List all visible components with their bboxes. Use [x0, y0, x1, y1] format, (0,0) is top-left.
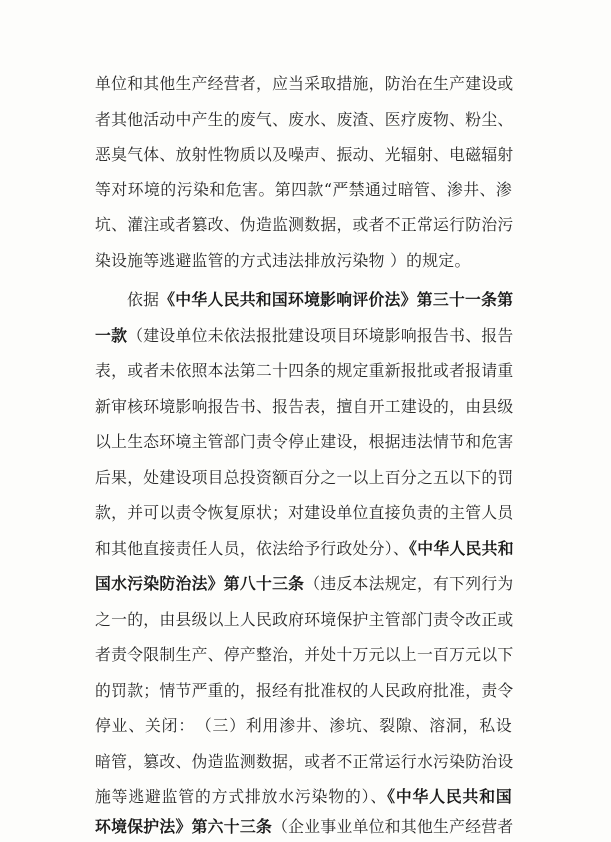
- text-line: 施等逃避监管的方式排放水污染物的）、《中华人民共和国: [95, 787, 512, 806]
- text-line: 新审核环境影响报告书、报告表，擅自开工建设的，由县级: [95, 397, 514, 416]
- text-line: 的罚款；情节严重的，报经有批准权的人民政府批准，责令: [95, 681, 514, 700]
- text-line: 暗管，篡改、伪造监测数据，或者不正常运行水污染防治设: [95, 752, 514, 771]
- text-line: 国水污染防治法》第八十三条（违反本法规定，有下列行为: [95, 574, 514, 593]
- law-citation-bold: 国水污染防治法》第八十三条: [95, 574, 305, 593]
- text-line: 单位和其他生产经营者，应当采取措施，防治在生产建设或: [95, 74, 514, 93]
- text-line: 以上生态环境主管部门责令停止建设，根据违法情节和危害: [95, 432, 514, 451]
- text-line: 停业、关闭： （三）利用渗井、渗坑、裂隙、溶洞，私设: [95, 716, 512, 735]
- text-line: 和其他直接责任人员，依法给予行政处分）、《中华人民共和: [95, 539, 514, 558]
- text-line: 者其他活动中产生的废气、废水、废渣、医疗废物、粉尘、: [95, 110, 514, 129]
- text-line: 坑、灌注或者篡改、伪造监测数据，或者不正常运行防治污: [95, 215, 514, 234]
- law-citation-bold: 一款: [95, 326, 128, 345]
- text-line: 款，并可以责令恢复原状；对建设单位直接负责的主管人员: [95, 503, 514, 522]
- text-line: 环境保护法》第六十三条（企业事业单位和其他生产经营者: [95, 817, 514, 836]
- text-line: 染设施等逃避监管的方式违法排放污染物 ）的规定。: [95, 251, 471, 270]
- law-citation-bold: 环境保护法》第六十三条: [95, 817, 273, 836]
- text-line: 表，或者未依照本法第二十四条的规定重新报批或者报请重: [95, 361, 514, 380]
- law-citation-bold: 《中华人民共和国环境影响评价法》第三十一条第: [159, 290, 514, 309]
- law-citation-bold: 《中华人民共和国: [387, 787, 512, 806]
- text-line: 等对环境的污染和危害。第四款“严禁通过暗管、渗井、渗: [95, 180, 512, 199]
- text-line: 之一的，由县级以上人民政府环境保护主管部门责令改正或: [95, 610, 514, 629]
- paragraph-start-line: 依据《中华人民共和国环境影响评价法》第三十一条第: [127, 290, 514, 309]
- text-line: 后果，处建设项目总投资额百分之一以上百分之五以下的罚: [95, 468, 514, 487]
- text-line: 一款（建设单位未依法报批建设项目环境影响报告书、报告: [95, 326, 514, 345]
- law-citation-bold: 《中华人民共和: [409, 539, 514, 558]
- text-line: 者责令限制生产、停产整治，并处十万元以上一百万元以下: [95, 645, 514, 664]
- text-line: 恶臭气体、放射性物质以及噪声、振动、光辐射、电磁辐射: [95, 145, 514, 164]
